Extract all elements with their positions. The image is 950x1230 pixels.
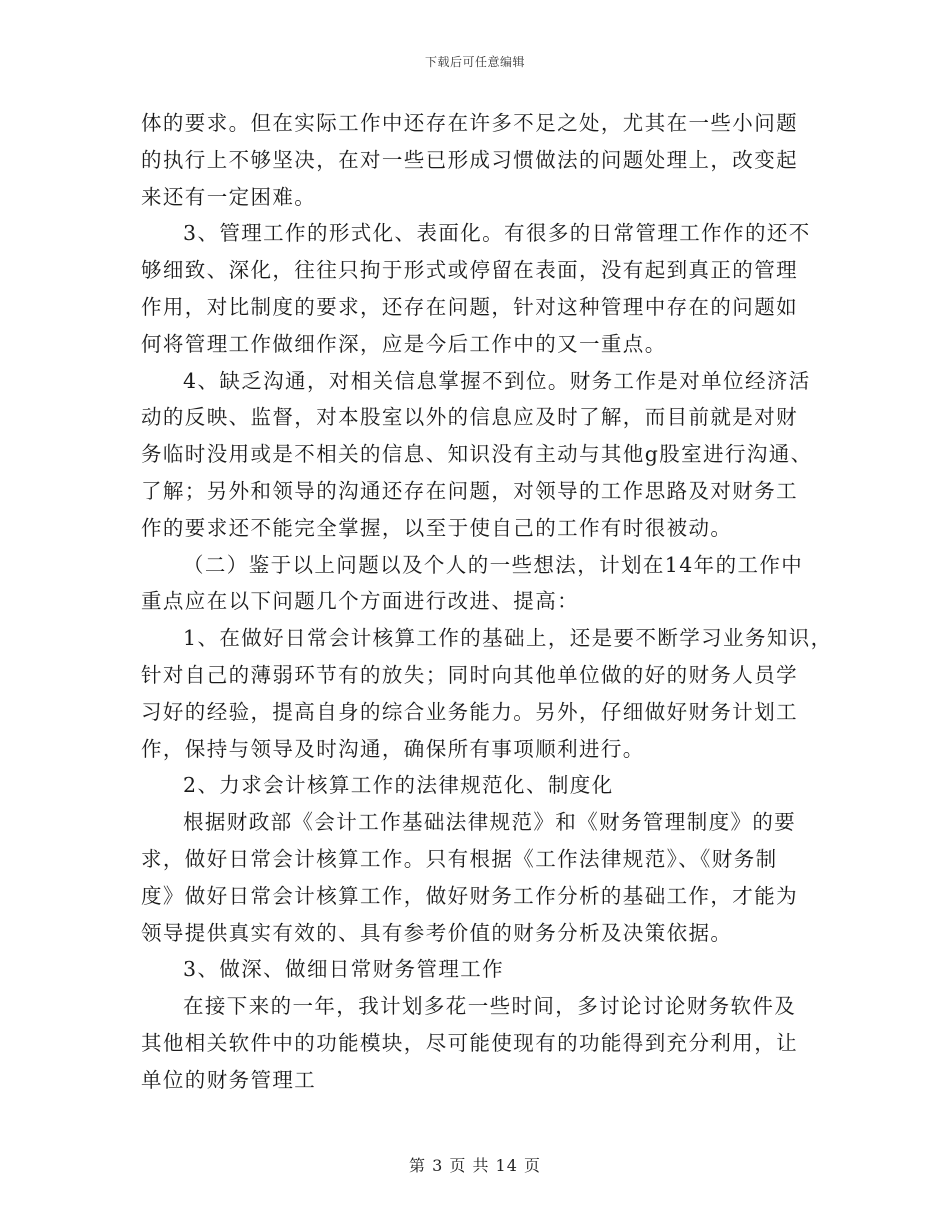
text-line: 单位的财务管理工 [141, 1067, 317, 1092]
text-line: 2、力求会计核算工作的法律规范化、制度化 [183, 773, 614, 798]
text-line: 3、管理工作的形式化、表面化。有很多的日常管理工作作的还不 [183, 221, 811, 246]
text-line: 4、缺乏沟通，对相关信息掌握不到位。财务工作是对单位经济活 [183, 368, 811, 393]
text-line: 1、在做好日常会计核算工作的基础上，还是要不断学习业务知识， [183, 626, 833, 651]
text-line: 领导提供真实有效的、具有参考价值的财务分析及决策依据。 [141, 920, 733, 945]
page-number-footer: 第 3 页 共 14 页 [409, 1156, 541, 1175]
text-line: 的执行上不够坚决，在对一些已形成习惯做法的问题处理上，改变起 [141, 147, 798, 172]
text-line: 作，保持与领导及时沟通，确保所有事项顺利进行。 [141, 736, 645, 761]
text-line: 够细致、深化，往往只拘于形式或停留在表面，没有起到真正的管理 [141, 258, 798, 283]
text-line: 求，做好日常会计核算工作。只有根据《工作法律规范》、《财务制 [141, 846, 778, 871]
text-line: 3、做深、做细日常财务管理工作 [183, 957, 505, 982]
text-line: 作用，对比制度的要求，还存在问题，针对这种管理中存在的问题如 [141, 294, 798, 319]
text-line: 体的要求。但在实际工作中还存在许多不足之处，尤其在一些小问题 [141, 111, 798, 135]
text-line: 重点应在以下问题几个方面进行改进、提高： [141, 589, 579, 614]
text-line: 作的要求还不能完全掌握，以至于使自己的工作有时很被动。 [141, 515, 733, 540]
text-line: 了解；另外和领导的沟通还存在问题，对领导的工作思路及对财务工 [141, 478, 798, 503]
text-line: 习好的经验，提高自身的综合业务能力。另外，仔细做好财务计划工 [141, 699, 798, 724]
text-line: 度》做好日常会计核算工作，做好财务工作分析的基础工作，才能为 [141, 883, 798, 908]
text-line: 其他相关软件中的功能模块，尽可能使现有的功能得到充分利用，让 [141, 1030, 798, 1055]
text-line: 动的反映、监督，对本股室以外的信息应及时了解，而目前就是对财 [141, 405, 798, 430]
text-line: 何将管理工作做细作深，应是今后工作中的又一重点。 [141, 331, 667, 356]
body-text [141, 105, 831, 1099]
text-line: （二）鉴于以上问题以及个人的一些想法，计划在14年的工作中 [183, 552, 804, 577]
text-line: 根据财政部《会计工作基础法律规范》和《财务管理制度》的要 [183, 810, 797, 835]
text-line: 务临时没用或是不相关的信息、知识没有主动与其他g股室进行沟通、 [141, 442, 813, 467]
text-line: 在接下来的一年，我计划多花一些时间，多讨论讨论财务软件及 [183, 994, 797, 1019]
text-line: 来还有一定困难。 [141, 184, 317, 209]
header-note: 下载后可任意编辑 [424, 55, 525, 69]
text-line: 针对自己的薄弱环节有的放失；同时向其他单位做的好的财务人员学 [141, 662, 798, 687]
